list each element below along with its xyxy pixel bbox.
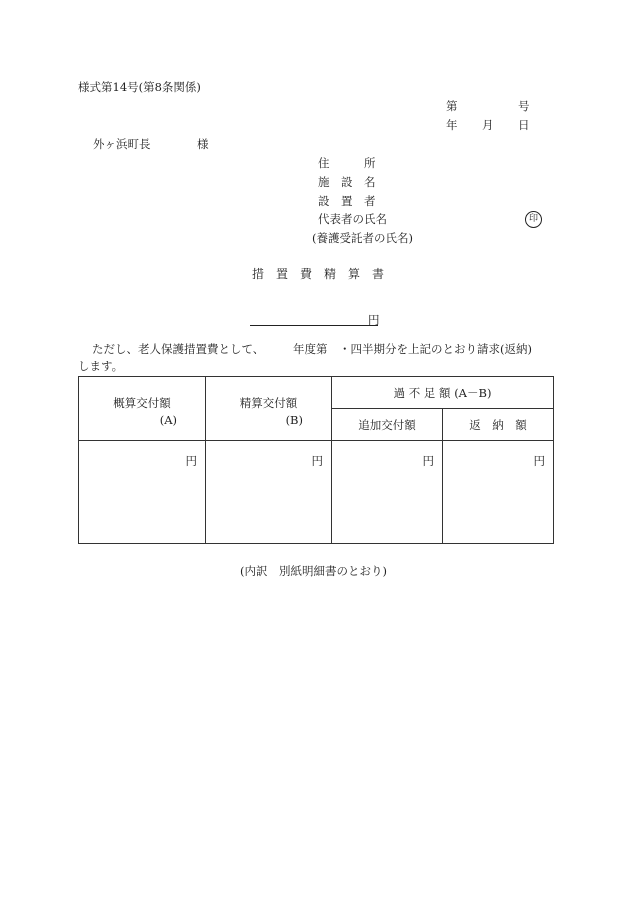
seal-icon <box>525 211 542 228</box>
body-text-line1: ただし、老人保護措置費として、 年度第 ・四半期分を上記のとおり請求(返納) <box>92 342 532 356</box>
number-go: 号 <box>518 99 530 113</box>
applicant-alt-label: (養護受託者の氏名) <box>312 231 413 245</box>
header-settled-grant <box>206 377 332 441</box>
header-estimated-grant <box>79 377 206 441</box>
form-id: 様式第14号(第8条関係) <box>78 80 201 94</box>
addressee-honorific: 様 <box>197 137 209 151</box>
amount-underline <box>250 325 378 326</box>
header-excess-deficit: 過 不 足 額 (A－B) <box>332 377 554 409</box>
header-settled-grant-sub: (B) <box>285 413 303 427</box>
header-estimated-grant-label: 概算交付額 <box>113 396 171 410</box>
seal-mark: 印 <box>525 211 542 228</box>
applicant-installer-label: 設 置 者 <box>318 194 376 208</box>
addressee-name: 外ヶ浜町長 <box>93 137 151 151</box>
cell-refund-amount: 円 <box>443 441 554 544</box>
cell-settled-grant: 円 <box>206 441 332 544</box>
amount-unit: 円 <box>368 313 380 327</box>
date-year: 年 <box>446 118 458 132</box>
header-settled-grant-label: 精算交付額 <box>239 396 298 410</box>
applicant-address-label: 住 所 <box>318 156 376 170</box>
applicant-facility-label: 施 設 名 <box>318 175 376 189</box>
body-text-line2: します。 <box>78 359 124 373</box>
document-title: 措 置 費 精 算 書 <box>252 267 385 281</box>
applicant-representative-label: 代表者の氏名 <box>318 212 387 226</box>
date-month: 月 <box>482 118 494 132</box>
settlement-table <box>78 376 554 544</box>
header-refund-amount: 返 納 額 <box>443 409 554 441</box>
cell-estimated-grant: 円 <box>79 441 206 544</box>
header-additional-grant: 追加交付額 <box>332 409 443 441</box>
date-day: 日 <box>518 118 530 132</box>
footnote: (内訳 別紙明細書のとおり) <box>240 564 387 578</box>
header-estimated-grant-sub: (A) <box>159 413 177 427</box>
cell-additional-grant: 円 <box>332 441 443 544</box>
number-dai: 第 <box>446 99 458 113</box>
